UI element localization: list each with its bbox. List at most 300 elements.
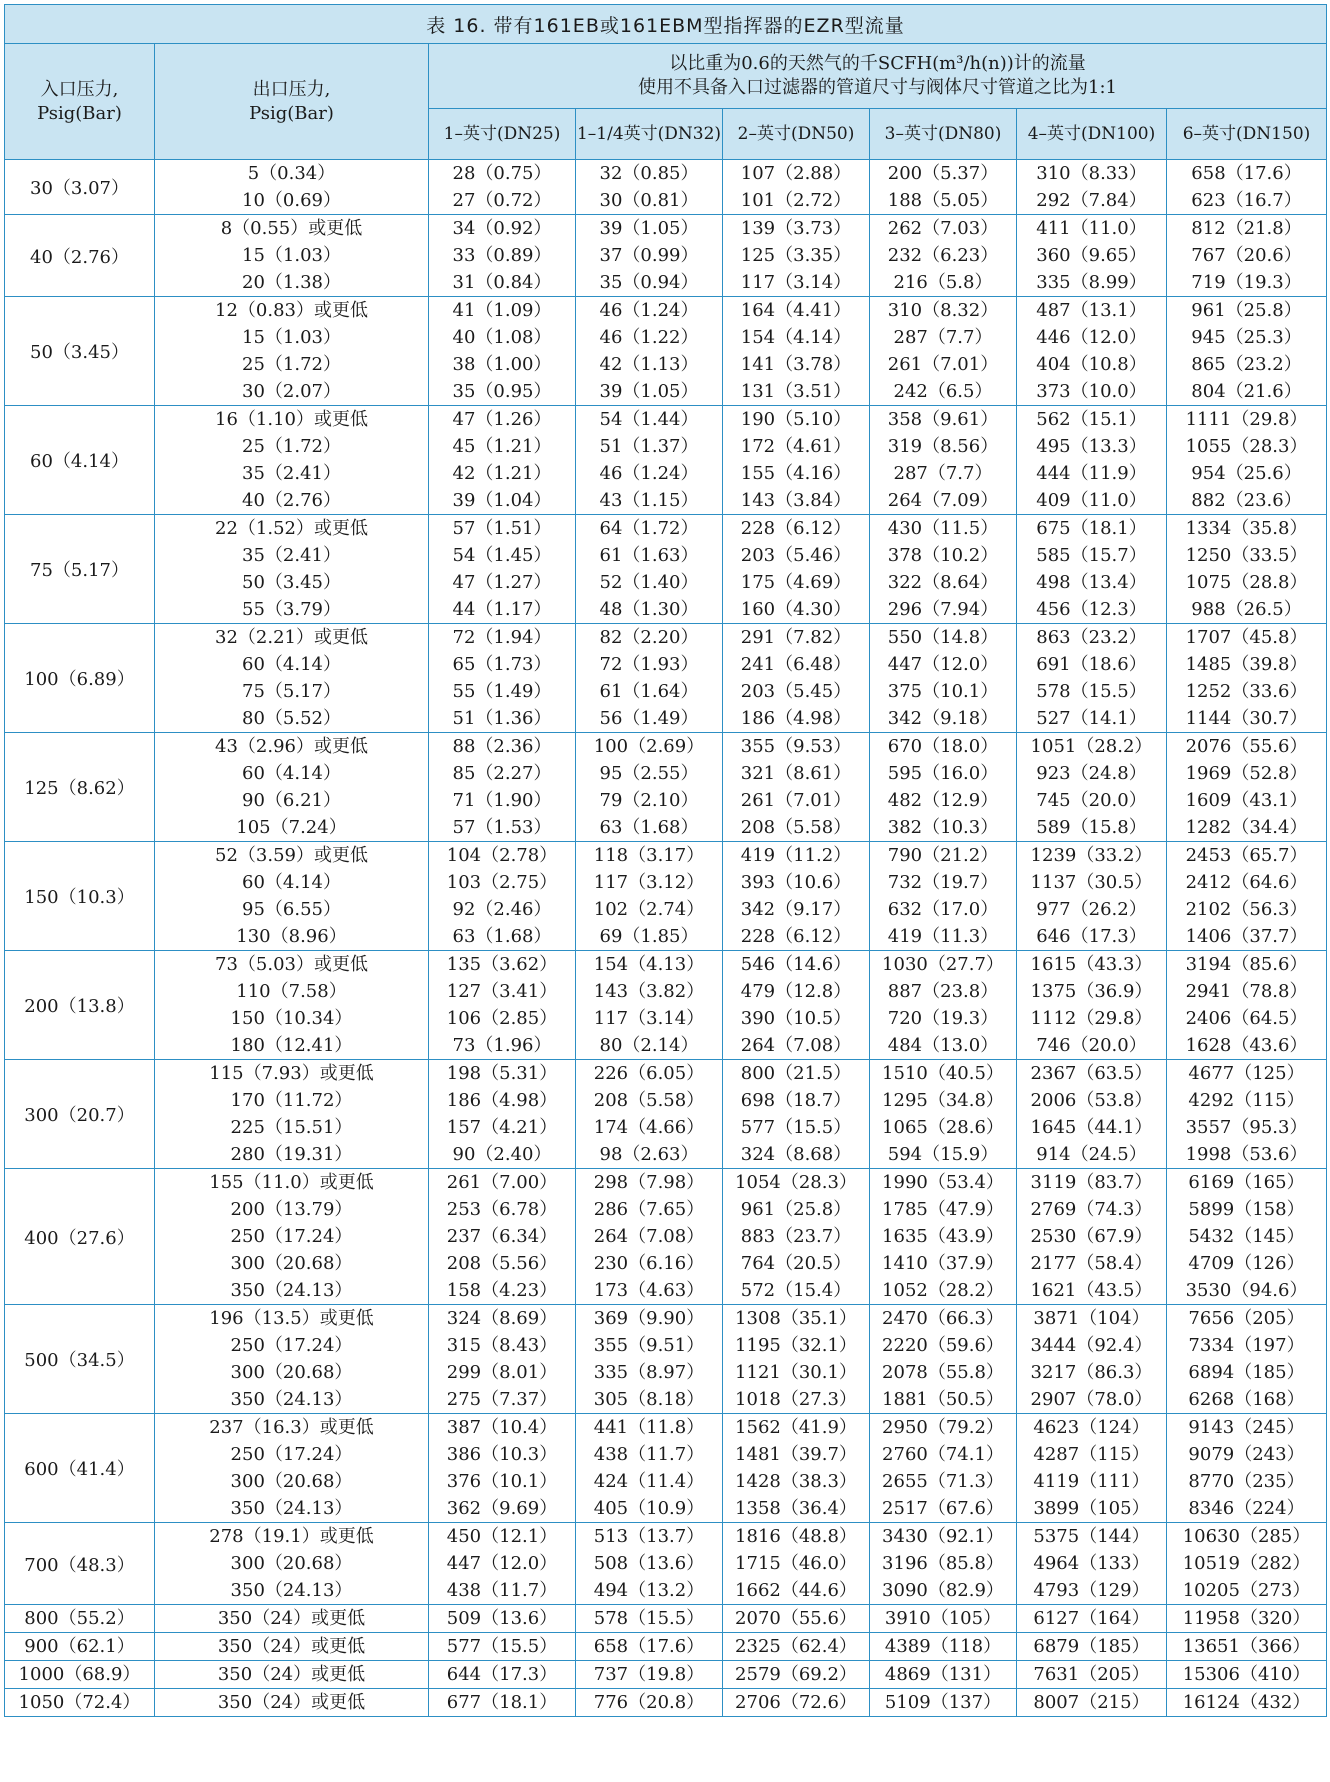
inlet-pressure-cell: 500（34.5） <box>5 1305 155 1414</box>
flow-value-dn100: 1051（28.2） <box>1030 736 1153 757</box>
flow-value-dn50: 186（4.98） <box>740 708 852 729</box>
outlet-pressure-value: 32（2.21）或更低 <box>215 627 368 648</box>
outlet-pressure-value: 300（20.68） <box>230 1471 353 1492</box>
flow-value-dn150: 10630（285） <box>1182 1526 1311 1547</box>
flow-value-dn150: 2076（55.6） <box>1185 736 1308 757</box>
flow-value-dn150-group <box>1167 1060 1327 1169</box>
flow-value-dn100: 2006（53.8） <box>1030 1090 1153 1111</box>
flow-value-dn80: 358（9.61） <box>887 409 999 430</box>
flow-value-dn32: 513（13.7） <box>593 1526 705 1547</box>
flow-value-dn50: 1816（48.8） <box>735 1526 857 1547</box>
outlet-pressure-value: 350（24）或更低 <box>155 1689 429 1717</box>
flow-value-dn50: 2706（72.6） <box>723 1689 870 1717</box>
flow-value-dn100: 5375（144） <box>1033 1526 1150 1547</box>
outlet-pressure-value: 105（7.24） <box>236 817 347 838</box>
flow-value-dn25: 644（17.3） <box>429 1661 576 1689</box>
flow-value-dn150: 658（17.6） <box>1191 163 1302 184</box>
outlet-pressure-value: 8（0.55）或更低 <box>220 218 363 239</box>
flow-value-dn100: 409（11.0） <box>1036 490 1147 511</box>
flow-value-dn25: 135（3.62） <box>446 954 558 975</box>
flow-value-dn32-group <box>576 842 723 951</box>
flow-value-dn80: 3910（105） <box>870 1605 1017 1633</box>
inlet-pressure-cell: 100（6.89） <box>5 624 155 733</box>
flow-value-dn50: 101（2.72） <box>740 190 852 211</box>
flow-value-dn150: 1075（28.8） <box>1185 572 1308 593</box>
flow-value-dn32: 46（1.24） <box>599 463 699 484</box>
flow-value-dn100: 923（24.8） <box>1036 763 1147 784</box>
flow-value-dn100: 863（23.2） <box>1036 627 1147 648</box>
flow-value-dn50-group <box>723 1305 870 1414</box>
flow-value-dn100: 914（24.5） <box>1036 1144 1147 1165</box>
flow-value-dn32: 173（4.63） <box>593 1280 705 1301</box>
outlet-pressure-value-group <box>155 1060 429 1169</box>
flow-value-dn80: 732（19.7） <box>887 872 999 893</box>
flow-value-dn100: 1112（29.8） <box>1030 1008 1153 1029</box>
outlet-pressure-value: 300（20.68） <box>230 1362 353 1383</box>
flow-value-dn25: 57（1.53） <box>452 817 552 838</box>
flow-value-dn50: 1195（32.1） <box>735 1335 857 1356</box>
outlet-pressure-value: 95（6.55） <box>242 899 341 920</box>
flow-value-dn32: 226（6.05） <box>593 1063 705 1084</box>
flow-value-dn80: 447（12.0） <box>887 654 999 675</box>
flow-value-dn150: 1055（28.3） <box>1185 436 1308 457</box>
flow-value-dn100: 1137（30.5） <box>1030 872 1153 893</box>
flow-value-dn100: 404（10.8） <box>1036 354 1147 375</box>
flow-value-dn25: 253（6.78） <box>446 1199 558 1220</box>
flow-value-dn32: 42（1.13） <box>599 354 699 375</box>
flow-value-dn32: 35（0.94） <box>599 272 699 293</box>
flow-value-dn100-group <box>1017 1305 1167 1414</box>
flow-value-dn50: 172（4.61） <box>740 436 852 457</box>
flow-value-dn25: 55（1.49） <box>452 681 552 702</box>
outlet-pressure-value: 60（4.14） <box>242 763 341 784</box>
table-title: 表 16. 带有161EB或161EBM型指挥器的EZR型流量 <box>5 5 1327 44</box>
flow-value-dn32: 369（9.90） <box>593 1308 705 1329</box>
inlet-pressure-cell: 400（27.6） <box>5 1169 155 1305</box>
flow-value-dn32: 63（1.68） <box>599 817 699 838</box>
inlet-pressure-cell: 125（8.62） <box>5 733 155 842</box>
outlet-pressure-value: 225（15.51） <box>230 1117 353 1138</box>
outlet-pressure-value: 25（1.72） <box>242 354 341 375</box>
table-row <box>5 160 1327 215</box>
flow-value-dn32: 298（7.98） <box>593 1172 705 1193</box>
flow-value-dn80: 430（11.5） <box>887 518 999 539</box>
table-row <box>5 1633 1327 1661</box>
flow-value-dn150: 961（25.8） <box>1191 300 1302 321</box>
flow-value-dn80: 382（10.3） <box>887 817 999 838</box>
inlet-pressure-cell: 1000（68.9） <box>5 1661 155 1689</box>
flow-value-dn100: 495（13.3） <box>1036 436 1147 457</box>
size-header-dn32: 1–1/4英寸(DN32) <box>576 109 723 160</box>
flow-value-dn32: 737（19.8） <box>576 1661 723 1689</box>
flow-value-dn150-group <box>1167 1305 1327 1414</box>
flow-value-dn25: 577（15.5） <box>429 1633 576 1661</box>
flow-value-dn80: 296（7.94） <box>887 599 999 620</box>
flow-value-dn25: 157（4.21） <box>446 1117 558 1138</box>
flow-value-dn25: 54（1.45） <box>452 545 552 566</box>
flow-value-dn150: 5899（158） <box>1188 1199 1305 1220</box>
flow-value-dn25: 65（1.73） <box>452 654 552 675</box>
flow-value-dn80: 2220（59.6） <box>882 1335 1004 1356</box>
flow-value-dn80: 232（6.23） <box>887 245 999 266</box>
flow-value-dn32-group <box>576 1414 723 1523</box>
flow-value-dn50: 546（14.6） <box>740 954 852 975</box>
flow-value-dn100: 446（12.0） <box>1036 327 1147 348</box>
flow-value-dn32: 578（15.5） <box>576 1605 723 1633</box>
flow-value-dn50: 1358（36.4） <box>735 1498 857 1519</box>
flow-value-dn80: 670（18.0） <box>887 736 999 757</box>
outlet-pressure-header <box>155 44 429 160</box>
flow-value-dn150-group <box>1167 297 1327 406</box>
flow-value-dn50-group <box>723 215 870 297</box>
flow-value-dn25: 72（1.94） <box>452 627 552 648</box>
outlet-pressure-value: 35（2.41） <box>242 545 341 566</box>
flow-value-dn25: 447（12.0） <box>446 1553 558 1574</box>
flow-value-dn25: 92（2.46） <box>452 899 552 920</box>
flow-value-dn80: 3090（82.9） <box>882 1580 1004 1601</box>
flow-value-dn25: 28（0.75） <box>452 163 552 184</box>
flow-value-dn80: 790（21.2） <box>887 845 999 866</box>
flow-value-dn25-group <box>429 1169 576 1305</box>
flow-value-dn100-group <box>1017 160 1167 215</box>
flow-value-dn80: 342（9.18） <box>887 708 999 729</box>
flow-value-dn150: 1144（30.7） <box>1185 708 1308 729</box>
flow-value-dn32: 405（10.9） <box>593 1498 705 1519</box>
flow-value-dn150: 11958（320） <box>1167 1605 1327 1633</box>
table-row <box>5 624 1327 733</box>
flow-value-dn100: 456（12.3） <box>1036 599 1147 620</box>
flow-value-dn32: 30（0.81） <box>599 190 699 211</box>
flow-value-dn150: 767（20.6） <box>1191 245 1302 266</box>
flow-value-dn150: 8770（235） <box>1188 1471 1305 1492</box>
flow-value-dn80: 216（5.8） <box>893 272 993 293</box>
outlet-pressure-value: 15（1.03） <box>242 327 341 348</box>
flow-value-dn32-group <box>576 406 723 515</box>
flow-value-dn100: 1239（33.2） <box>1030 845 1153 866</box>
flow-value-dn100: 3444（92.4） <box>1030 1335 1153 1356</box>
flow-value-dn100: 3119（83.7） <box>1030 1172 1153 1193</box>
flow-value-dn100: 6127（164） <box>1017 1605 1167 1633</box>
inlet-pressure-cell: 60（4.14） <box>5 406 155 515</box>
flow-value-dn150: 865（23.2） <box>1191 354 1302 375</box>
flow-value-dn100: 2367（63.5） <box>1030 1063 1153 1084</box>
flow-value-dn100: 4964（133） <box>1033 1553 1150 1574</box>
flow-value-dn100: 578（15.5） <box>1036 681 1147 702</box>
flow-value-dn25: 39（1.04） <box>452 490 552 511</box>
flow-value-dn100: 2907（78.0） <box>1030 1389 1153 1410</box>
flow-value-dn100-group <box>1017 842 1167 951</box>
flow-value-dn50: 800（21.5） <box>740 1063 852 1084</box>
flow-value-dn32-group <box>576 1169 723 1305</box>
flow-value-dn100: 8007（215） <box>1017 1689 1167 1717</box>
flow-value-dn25: 324（8.69） <box>446 1308 558 1329</box>
flow-value-dn32: 39（1.05） <box>599 218 699 239</box>
flow-value-dn150: 2406（64.5） <box>1185 1008 1308 1029</box>
flow-value-dn100-group <box>1017 1169 1167 1305</box>
outlet-pressure-value: 300（20.68） <box>230 1553 353 1574</box>
flow-value-dn150-group <box>1167 951 1327 1060</box>
inlet-pressure-cell: 900（62.1） <box>5 1633 155 1661</box>
flow-value-dn100: 444（11.9） <box>1036 463 1147 484</box>
flow-value-dn50: 883（23.7） <box>740 1226 852 1247</box>
flow-value-dn150: 1609（43.1） <box>1185 790 1308 811</box>
flow-value-dn100-group <box>1017 406 1167 515</box>
flow-value-dn150: 2453（65.7） <box>1185 845 1308 866</box>
flow-value-dn25: 376（10.1） <box>446 1471 558 1492</box>
flow-value-dn32: 69（1.85） <box>599 926 699 947</box>
flow-value-dn80: 2078（55.8） <box>882 1362 1004 1383</box>
flow-value-dn100-group <box>1017 297 1167 406</box>
flow-value-dn32: 286（7.65） <box>593 1199 705 1220</box>
flow-value-dn150: 7656（205） <box>1188 1308 1305 1329</box>
inlet-pressure-cell: 1050（72.4） <box>5 1689 155 1717</box>
flow-value-dn80: 1030（27.7） <box>882 954 1004 975</box>
flow-value-dn32-group <box>576 515 723 624</box>
flow-value-dn50: 577（15.5） <box>740 1117 852 1138</box>
flow-value-dn80-group <box>870 842 1017 951</box>
flow-value-dn32-group <box>576 215 723 297</box>
flow-value-dn50: 572（15.4） <box>740 1280 852 1301</box>
outlet-pressure-value: 350（24）或更低 <box>155 1605 429 1633</box>
flow-value-dn25-group <box>429 515 576 624</box>
outlet-pressure-value: 350（24.13） <box>230 1389 353 1410</box>
flow-value-dn32: 56（1.49） <box>599 708 699 729</box>
flow-value-dn80-group <box>870 215 1017 297</box>
inlet-pressure-cell: 600（41.4） <box>5 1414 155 1523</box>
flow-value-dn50: 143（3.84） <box>740 490 852 511</box>
flow-value-dn80: 1635（43.9） <box>882 1226 1004 1247</box>
flow-value-dn80: 287（7.7） <box>893 463 993 484</box>
flow-value-dn150: 2102（56.3） <box>1185 899 1308 920</box>
flow-value-dn150: 719（19.3） <box>1191 272 1302 293</box>
flow-value-dn25: 27（0.72） <box>452 190 552 211</box>
outlet-pressure-value: 20（1.38） <box>242 272 341 293</box>
flow-value-dn25: 33（0.89） <box>452 245 552 266</box>
outlet-pressure-value: 90（6.21） <box>242 790 341 811</box>
flow-value-dn100: 360（9.65） <box>1036 245 1147 266</box>
flow-value-dn50: 228（6.12） <box>740 518 852 539</box>
flow-value-dn25: 186（4.98） <box>446 1090 558 1111</box>
flow-value-dn32: 438（11.7） <box>593 1444 705 1465</box>
flow-value-dn50: 355（9.53） <box>740 736 852 757</box>
flow-value-dn32: 335（8.97） <box>593 1362 705 1383</box>
flow-value-dn32: 494（13.2） <box>593 1580 705 1601</box>
flow-value-dn25: 31（0.84） <box>452 272 552 293</box>
flow-value-dn80: 2517（67.6） <box>882 1498 1004 1519</box>
flow-value-dn100: 4623（124） <box>1033 1417 1150 1438</box>
table-row <box>5 406 1327 515</box>
flow-value-dn32: 118（3.17） <box>593 845 705 866</box>
flow-value-dn100: 2769（74.3） <box>1030 1199 1153 1220</box>
flow-value-dn150-group <box>1167 842 1327 951</box>
flow-value-dn50: 2325（62.4） <box>723 1633 870 1661</box>
outlet-pressure-value: 350（24.13） <box>230 1280 353 1301</box>
flow-value-dn25: 38（1.00） <box>452 354 552 375</box>
flow-value-dn150: 812（21.8） <box>1191 218 1302 239</box>
outlet-pressure-value: 35（2.41） <box>242 463 341 484</box>
flow-value-dn25: 438（11.7） <box>446 1580 558 1601</box>
flow-value-dn50: 291（7.82） <box>740 627 852 648</box>
inlet-pressure-header <box>5 44 155 160</box>
outlet-pressure-value: 237（16.3）或更低 <box>209 1417 374 1438</box>
flow-value-dn100: 3217（86.3） <box>1030 1362 1153 1383</box>
flow-value-dn32: 174（4.66） <box>593 1117 705 1138</box>
flow-value-dn25: 387（10.4） <box>446 1417 558 1438</box>
flow-value-dn150: 2941（78.8） <box>1185 981 1308 1002</box>
outlet-pressure-value: 180（12.41） <box>230 1035 353 1056</box>
inlet-pressure-cell: 50（3.45） <box>5 297 155 406</box>
flow-value-dn50: 107（2.88） <box>740 163 852 184</box>
flow-value-dn32: 79（2.10） <box>599 790 699 811</box>
flow-value-dn100: 292（7.84） <box>1036 190 1147 211</box>
flow-value-dn50: 2579（69.2） <box>723 1661 870 1689</box>
flow-value-dn32: 95（2.55） <box>599 763 699 784</box>
flow-value-dn100: 746（20.0） <box>1036 1035 1147 1056</box>
flow-value-dn32: 72（1.93） <box>599 654 699 675</box>
flow-value-dn32: 64（1.72） <box>599 518 699 539</box>
flow-value-dn100: 4119（111） <box>1033 1471 1150 1492</box>
flow-value-dn25: 315（8.43） <box>446 1335 558 1356</box>
flow-value-dn50: 164（4.41） <box>740 300 852 321</box>
flow-value-dn25: 509（13.6） <box>429 1605 576 1633</box>
flow-value-dn32: 52（1.40） <box>599 572 699 593</box>
outlet-pressure-value: 40（2.76） <box>242 490 341 511</box>
flow-value-dn150: 13651（366） <box>1167 1633 1327 1661</box>
flow-value-dn25-group <box>429 215 576 297</box>
flow-value-dn80: 484（13.0） <box>887 1035 999 1056</box>
flow-value-dn25-group <box>429 951 576 1060</box>
flow-value-dn32: 117（3.14） <box>593 1008 705 1029</box>
outlet-pressure-value-group <box>155 215 429 297</box>
size-header-dn150: 6–英寸(DN150) <box>1167 109 1327 160</box>
flow-value-dn150-group <box>1167 1169 1327 1305</box>
outlet-header-line2: Psig(Bar) <box>249 102 334 124</box>
flow-value-dn80-group <box>870 1169 1017 1305</box>
flow-value-dn25-group <box>429 406 576 515</box>
inlet-header-line1: 入口压力, <box>40 78 119 100</box>
table-row <box>5 1523 1327 1605</box>
flow-value-dn100: 7631（205） <box>1017 1661 1167 1689</box>
outlet-pressure-value: 110（7.58） <box>236 981 347 1002</box>
flow-value-dn50-group <box>723 951 870 1060</box>
flow-value-dn50: 190（5.10） <box>740 409 852 430</box>
flow-value-dn150-group <box>1167 515 1327 624</box>
table-row <box>5 1169 1327 1305</box>
flow-value-dn25: 34（0.92） <box>452 218 552 239</box>
flow-value-dn100: 373（10.0） <box>1036 381 1147 402</box>
flow-value-dn80-group <box>870 951 1017 1060</box>
flow-value-dn32: 117（3.12） <box>593 872 705 893</box>
flow-value-dn50: 203（5.45） <box>740 681 852 702</box>
flow-value-dn25: 450（12.1） <box>446 1526 558 1547</box>
flow-value-dn150: 882（23.6） <box>1191 490 1302 511</box>
flow-value-dn32: 305（8.18） <box>593 1389 705 1410</box>
flow-value-dn150: 4677（125） <box>1188 1063 1305 1084</box>
flow-value-dn50: 961（25.8） <box>740 1199 852 1220</box>
flow-value-dn80: 378（10.2） <box>887 545 999 566</box>
outlet-pressure-value: 15（1.03） <box>242 245 341 266</box>
flow-value-dn50: 131（3.51） <box>740 381 852 402</box>
flow-value-dn100: 487（13.1） <box>1036 300 1147 321</box>
flow-value-dn25: 299（8.01） <box>446 1362 558 1383</box>
flow-value-dn50: 419（11.2） <box>740 845 852 866</box>
outlet-pressure-value: 115（7.93）或更低 <box>209 1063 374 1084</box>
flow-value-dn100-group <box>1017 951 1167 1060</box>
flow-value-dn80: 262（7.03） <box>887 218 999 239</box>
flow-value-dn150: 1969（52.8） <box>1185 763 1308 784</box>
flow-value-dn80: 200（5.37） <box>887 163 999 184</box>
flow-value-dn32: 102（2.74） <box>593 899 705 920</box>
flow-value-dn50: 175（4.69） <box>740 572 852 593</box>
table-body <box>5 160 1327 1717</box>
outlet-pressure-value: 280（19.31） <box>230 1144 353 1165</box>
flow-value-dn25: 71（1.90） <box>452 790 552 811</box>
flow-value-dn32: 54（1.44） <box>599 409 699 430</box>
flow-value-dn50: 1481（39.7） <box>735 1444 857 1465</box>
outlet-pressure-value: 30（2.07） <box>242 381 341 402</box>
flow-value-dn25: 51（1.36） <box>452 708 552 729</box>
flow-value-dn80: 3430（92.1） <box>882 1526 1004 1547</box>
flow-value-dn100-group <box>1017 515 1167 624</box>
flow-value-dn80: 261（7.01） <box>887 354 999 375</box>
flow-value-dn32: 39（1.05） <box>599 381 699 402</box>
inlet-pressure-cell: 800（55.2） <box>5 1605 155 1633</box>
flow-capacity-header <box>429 44 1327 109</box>
flow-value-dn80-group <box>870 733 1017 842</box>
table-row <box>5 842 1327 951</box>
inlet-pressure-cell: 300（20.7） <box>5 1060 155 1169</box>
flow-value-dn150: 9079（243） <box>1188 1444 1305 1465</box>
flow-value-dn150: 1485（39.8） <box>1185 654 1308 675</box>
table-row <box>5 1605 1327 1633</box>
outlet-pressure-value: 25（1.72） <box>242 436 341 457</box>
flow-value-dn150-group <box>1167 406 1327 515</box>
flow-value-dn32: 776（20.8） <box>576 1689 723 1717</box>
flow-value-dn50: 261（7.01） <box>740 790 852 811</box>
flow-value-dn150-group <box>1167 1414 1327 1523</box>
flow-value-dn25: 42（1.21） <box>452 463 552 484</box>
flow-value-dn80: 1785（47.9） <box>882 1199 1004 1220</box>
flow-value-dn50: 393（10.6） <box>740 872 852 893</box>
size-header-dn25: 1–英寸(DN25) <box>429 109 576 160</box>
flow-value-dn150: 1628（43.6） <box>1185 1035 1308 1056</box>
flow-value-dn50: 1121（30.1） <box>735 1362 857 1383</box>
flow-value-dn50: 141（3.78） <box>740 354 852 375</box>
flow-value-dn80: 1510（40.5） <box>882 1063 1004 1084</box>
flow-header-line2: 使用不具备入口过滤器的管道尺寸与阀体尺寸管道之比为1:1 <box>638 77 1117 98</box>
flow-value-dn32: 37（0.99） <box>599 245 699 266</box>
flow-value-dn32-group <box>576 160 723 215</box>
flow-value-dn80: 594（15.9） <box>887 1144 999 1165</box>
flow-value-dn50: 155（4.16） <box>740 463 852 484</box>
flow-value-dn25: 104（2.78） <box>446 845 558 866</box>
flow-value-dn25: 386（10.3） <box>446 1444 558 1465</box>
table-row <box>5 1414 1327 1523</box>
outlet-pressure-value: 50（3.45） <box>242 572 341 593</box>
flow-value-dn150: 1406（37.7） <box>1185 926 1308 947</box>
outlet-pressure-value: 75（5.17） <box>242 681 341 702</box>
flow-value-dn80-group <box>870 1060 1017 1169</box>
table-row <box>5 1661 1327 1689</box>
flow-value-dn100: 335（8.99） <box>1036 272 1147 293</box>
flow-value-dn32: 154（4.13） <box>593 954 705 975</box>
flow-value-dn25: 88（2.36） <box>452 736 552 757</box>
flow-value-dn80: 4869（131） <box>870 1661 1017 1689</box>
flow-value-dn32: 61（1.63） <box>599 545 699 566</box>
flow-value-dn100: 411（11.0） <box>1036 218 1147 239</box>
flow-value-dn150: 1250（33.5） <box>1185 545 1308 566</box>
flow-value-dn50: 1308（35.1） <box>735 1308 857 1329</box>
